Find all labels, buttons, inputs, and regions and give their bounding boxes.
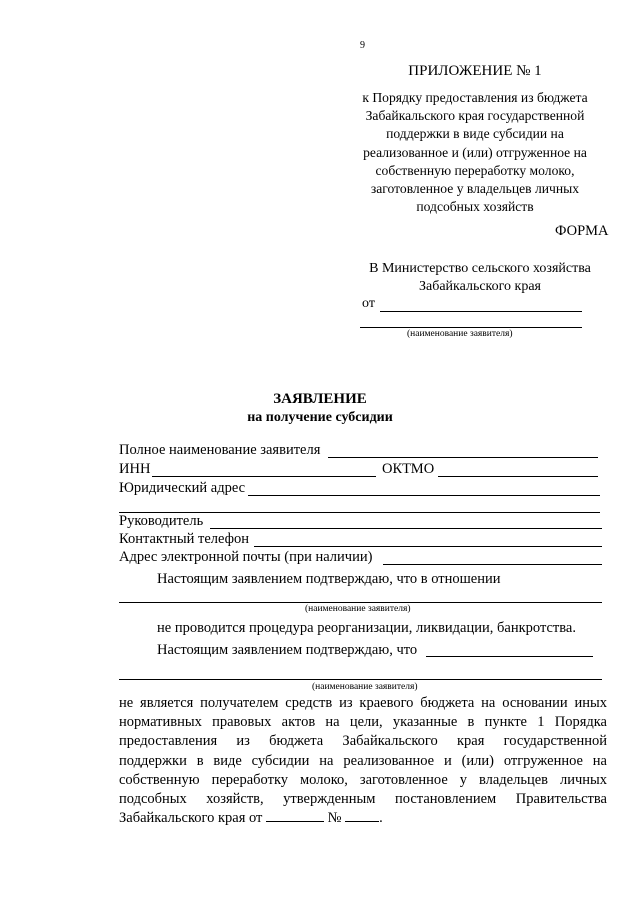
confirm2-line: нормативных правовых актов на цели, указанные в пункте 1 Порядка [119,714,607,731]
confirm1-applicant-line[interactable] [119,602,602,603]
appendix-line: Забайкальского края государственной [365,108,585,124]
confirm2-intro-line[interactable] [426,656,593,657]
phone-line[interactable] [254,546,602,547]
confirm2-line: подсобных хозяйств, утвержденным постановлением Правительства [119,791,607,808]
confirm2-last-prefix: Забайкальского края от [119,810,263,827]
applicant-blank-line[interactable] [360,327,582,328]
email-line[interactable] [383,564,602,565]
confirm2-applicant-line[interactable] [119,679,602,680]
inn-label: ИНН [119,461,151,477]
from-blank-line[interactable] [380,311,582,312]
form-label: ФОРМА [555,223,609,239]
oktmo-line[interactable] [438,476,598,477]
phone-label: Контактный телефон [119,531,250,547]
final-period: . [379,810,383,827]
director-label: Руководитель [119,513,204,529]
full-name-line[interactable] [328,457,598,458]
resolution-number-blank[interactable] [345,809,379,822]
confirm2-line: собственную переработку молоко, заготовленное у владельцев личных [119,771,607,788]
appendix-line: к Порядку предоставления из бюджета [362,90,588,105]
number-sign: № [327,810,342,827]
confirm2-line: поддержки в виде субсидии на реализованное и (или) отгруженное на [119,752,607,769]
document-title: ЗАЯВЛЕНИЕ [273,391,367,407]
addressee-line-2: Забайкальского края [418,279,541,294]
confirm1-intro: Настоящим заявлением подтверждаю, что в отношении [157,571,501,587]
page-number: 9 [360,40,365,51]
confirm2-line: не является получателем средств из краевого бюджета на основании иных [119,695,607,711]
legal-address-line[interactable] [248,495,600,496]
applicant-hint: (наименование заявителя) [407,329,513,339]
director-line[interactable] [210,528,602,529]
confirm2-hint: (наименование заявителя) [312,682,418,692]
appendix-line: поддержки в виде субсидии на [386,126,564,142]
addressee-block [345,260,615,296]
addressee-line-1: В Министерство сельского хозяйства [369,261,591,276]
appendix-text [330,89,620,216]
appendix-line: собственную переработку молоко, [375,162,575,178]
appendix-line: реализованное и (или) отгруженное на [363,144,587,160]
confirm2-text [119,694,607,828]
confirm2-line: предоставления из бюджета Забайкальского края государственной [119,733,607,750]
oktmo-label: ОКТМО [382,461,435,477]
email-label: Адрес электронной почты (при наличии) [119,549,373,565]
appendix-title: ПРИЛОЖЕНИЕ № 1 [408,63,542,79]
from-label: от [362,296,375,311]
inn-line[interactable] [152,476,376,477]
confirm1-hint: (наименование заявителя) [305,604,411,614]
document-subtitle: на получение субсидии [247,410,393,425]
appendix-line: заготовленное у владельцев личных [370,181,580,197]
appendix-line: подсобных хозяйств [416,199,534,215]
confirm2-last-line [119,809,607,828]
confirm1-text: не проводится процедура реорганизации, ликвидации, банкротства. [157,620,576,636]
resolution-date-blank[interactable] [266,809,324,822]
full-name-label: Полное наименование заявителя [119,442,321,458]
legal-address-label: Юридический адрес [119,480,246,496]
confirm2-intro: Настоящим заявлением подтверждаю, что [157,642,418,658]
